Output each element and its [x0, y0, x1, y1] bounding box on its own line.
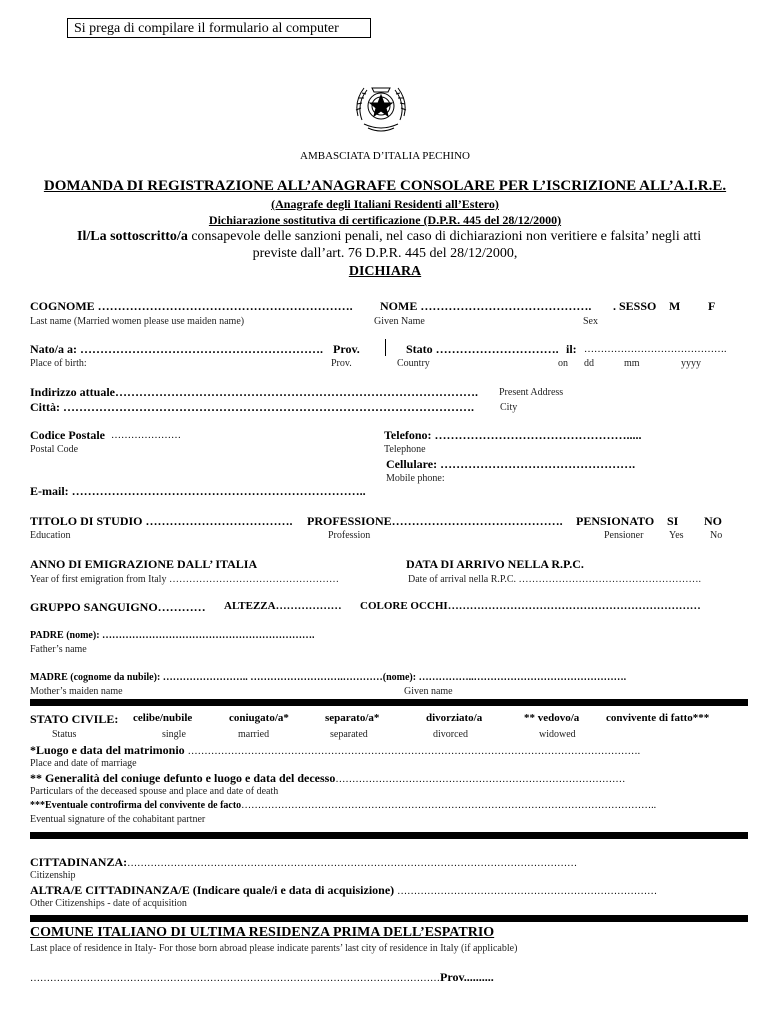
hint-cohabitant: Eventual signature of the cohabitant partner — [30, 814, 206, 825]
cittadinanza-label: CITTADINANZA: — [30, 855, 128, 869]
nato-field[interactable]: Nato/a a: ……………………………………………………. — [30, 342, 323, 356]
hint-single: single — [162, 729, 186, 740]
hint-widowed: widowed — [539, 729, 576, 740]
altra-cittadinanza-field[interactable] — [30, 883, 657, 898]
prov-field[interactable]: Prov. — [333, 342, 360, 356]
hint-education: Education — [30, 530, 71, 541]
stato-field[interactable]: Stato …………………………. — [406, 342, 559, 356]
controfirma-field[interactable] — [30, 800, 656, 811]
sex-m-option[interactable]: M — [669, 299, 681, 313]
intro-line-2: previste dall’art. 76 D.P.R. 445 del 28/12/2000, — [252, 246, 518, 261]
hint-mother: Mother’s maiden name — [30, 686, 123, 697]
hint-separated: separated — [330, 729, 368, 740]
generalita-coniuge-label: ** Generalità del coniuge defunto e luogo e data del decesso — [30, 771, 336, 785]
form-subtitle-2: Dichiarazione sostitutiva di certificazione (D.P.R. 445 del 28/12/2000) — [208, 213, 562, 227]
altra-cittadinanza-label: ALTRA/E CITTADINANZA/E (Indicare quale/i e data di acquisizione) — [30, 883, 395, 897]
cellulare-field[interactable]: Cellulare: …………………………………………. — [386, 457, 636, 471]
cognome-field[interactable]: COGNOME ………………………………………………………. — [30, 299, 353, 313]
luogo-matrimonio-dots: ………………………………………………………………………………………………………………………. — [187, 746, 641, 757]
email-field[interactable]: E-mail: ……………………………………………………………….. — [30, 484, 366, 498]
stato-civile-label: STATO CIVILE: — [30, 712, 119, 726]
option-vedovo[interactable]: ** vedovo/a — [524, 712, 580, 724]
section-divider-2 — [30, 832, 748, 839]
telefono-field[interactable]: Telefono: …………………………………………..... — [384, 428, 642, 442]
hint-mobile: Mobile phone: — [386, 473, 445, 484]
hint-cognome: Last name (Married women please use maiden name) — [30, 316, 245, 327]
hint-marriage: Place and date of marriage — [30, 758, 137, 769]
gruppo-sanguigno-field[interactable]: GRUPPO SANGUIGNO………… — [30, 600, 206, 614]
hint-yyyy: yyyy — [681, 358, 701, 369]
hint-nome: Given Name — [374, 316, 425, 327]
option-convivente[interactable]: convivente di fatto*** — [606, 712, 710, 724]
hint-mm: mm — [624, 358, 640, 369]
altra-cittadinanza-dots: …………………………………………………………………… — [397, 886, 658, 897]
hint-father: Father’s name — [30, 644, 87, 655]
dichiara-heading: DICHIARA — [348, 264, 422, 279]
generalita-coniuge-dots: …………………………………………………………………………… — [335, 774, 626, 785]
pensionato-si-option[interactable]: SI — [667, 514, 679, 528]
hint-city: City — [500, 402, 518, 413]
indirizzo-field[interactable]: Indirizzo attuale………………………………………………………………………………. — [30, 385, 478, 399]
hint-postal: Postal Code — [30, 444, 79, 455]
embassy-name: AMBASCIATA D’ITALIA PECHINO — [300, 150, 470, 162]
professione-field[interactable]: PROFESSIONE……………………………………. — [307, 514, 563, 528]
anno-emigrazione-label: ANNO DI EMIGRAZIONE DALL’ ITALIA — [30, 557, 258, 571]
hint-status: Status — [52, 729, 77, 740]
hint-given-name: Given name — [404, 686, 453, 697]
hint-telephone: Telephone — [384, 444, 426, 455]
option-coniugato[interactable]: coniugato/a* — [229, 712, 289, 724]
instruction-text: Si prega di compilare il formulario al computer — [74, 21, 339, 36]
section-divider-1 — [30, 699, 748, 706]
data-arrivo-label: DATA DI ARRIVO NELLA R.P.C. — [406, 557, 584, 571]
option-divorziato[interactable]: divorziato/a — [426, 712, 483, 724]
il-label: il: — [566, 342, 577, 356]
option-celibe[interactable]: celibe/nubile — [133, 712, 193, 724]
hint-no: No — [710, 530, 723, 541]
generalita-coniuge-field[interactable] — [30, 771, 625, 786]
sex-f-option[interactable]: F — [708, 299, 716, 313]
hint-divorced: divorced — [433, 729, 468, 740]
altezza-field[interactable]: ALTEZZA……………… — [224, 600, 342, 612]
comune-dots: …………………………………………………………………………………………………………… — [30, 973, 440, 984]
hint-dd: dd — [584, 358, 594, 369]
intro-rest: consapevole delle sanzioni penali, nel caso di dichiarazioni non veritiere e falsita’ negli atti — [191, 229, 702, 244]
luogo-matrimonio-field[interactable] — [30, 743, 640, 758]
il-date-field[interactable]: ……………………………………. — [584, 344, 727, 355]
hint-place: Place of birth: — [30, 358, 87, 369]
hint-on: on — [558, 358, 568, 369]
comune-field[interactable] — [30, 970, 494, 985]
hint-last-residence: Last place of residence in Italy- For those born abroad please indicate parents’ last city of residence in Italy (if applicable) — [30, 943, 518, 954]
controfirma-dots: …………………………………………………………………………………………………………….. — [241, 800, 657, 811]
hint-pensioner: Pensioner — [604, 530, 644, 541]
hint-citizenship: Citizenship — [30, 870, 76, 881]
form-subtitle-1: (Anagrafe degli Italiani Residenti all’Estero) — [271, 197, 499, 211]
hint-prov: Prov. — [331, 358, 352, 369]
pensionato-no-option[interactable]: NO — [704, 514, 722, 528]
section-divider-3 — [30, 915, 748, 922]
italian-emblem-icon — [350, 76, 412, 138]
hint-married: married — [238, 729, 270, 740]
form-title: DOMANDA DI REGISTRAZIONE ALL’ANAGRAFE CONSOLARE PER L’ISCRIZIONE ALL’A.I.R.E. — [43, 178, 727, 194]
comune-prov-label: Prov.......... — [440, 970, 494, 984]
hint-country: Country — [397, 358, 430, 369]
hint-sex: Sex — [583, 316, 598, 327]
madre-field[interactable]: MADRE (cognome da nubile): …………………….. ……………………….…………(nome): ……………..………………………………………. — [30, 672, 627, 683]
intro-bold: Il/La sottoscritto/a — [77, 229, 188, 244]
data-arrivo-field[interactable]: Date of arrival nella R.P.C. ………………………………………………. — [408, 574, 702, 585]
colore-occhi-field[interactable]: COLORE OCCHI…………………………………………………………… — [360, 600, 701, 612]
hint-profession: Profession — [328, 530, 371, 541]
cittadinanza-field[interactable] — [30, 855, 577, 870]
divider-line — [385, 339, 386, 356]
codice-postale-field[interactable]: ………………… — [111, 430, 181, 441]
nome-field[interactable]: NOME ……………………………………. — [380, 299, 592, 313]
comune-heading: COMUNE ITALIANO DI ULTIMA RESIDENZA PRIMA DELL’ESPATRIO — [30, 925, 495, 940]
titolo-studio-field[interactable]: TITOLO DI STUDIO ………………………………. — [30, 514, 293, 528]
hint-yes: Yes — [669, 530, 684, 541]
controfirma-label: ***Eventuale controfirma del convivente de facto — [30, 800, 242, 811]
pensionato-label: PENSIONATO — [576, 514, 655, 528]
anno-emigrazione-field[interactable]: Year of first emigration from Italy …………………………………………… — [30, 574, 339, 585]
cittadinanza-dots: ……………………………………………………………………………………………………………………… — [127, 858, 578, 869]
option-separato[interactable]: separato/a* — [325, 712, 380, 724]
hint-address: Present Address — [499, 387, 564, 398]
intro-line-1 — [77, 229, 701, 245]
instruction-box — [67, 18, 371, 38]
hint-other-citizenships: Other Citizenships - date of acquisition — [30, 898, 187, 909]
citta-field[interactable]: Città: …………………………………………………………………………………………. — [30, 400, 474, 414]
hint-deceased: Particulars of the deceased spouse and place and date of death — [30, 786, 279, 797]
luogo-matrimonio-label: *Luogo e data del matrimonio — [30, 743, 185, 757]
codice-postale-label: Codice Postale — [30, 428, 105, 442]
sesso-label: . SESSO — [613, 299, 657, 313]
padre-field[interactable]: PADRE (nome): ………………………………………………………. — [30, 630, 315, 641]
